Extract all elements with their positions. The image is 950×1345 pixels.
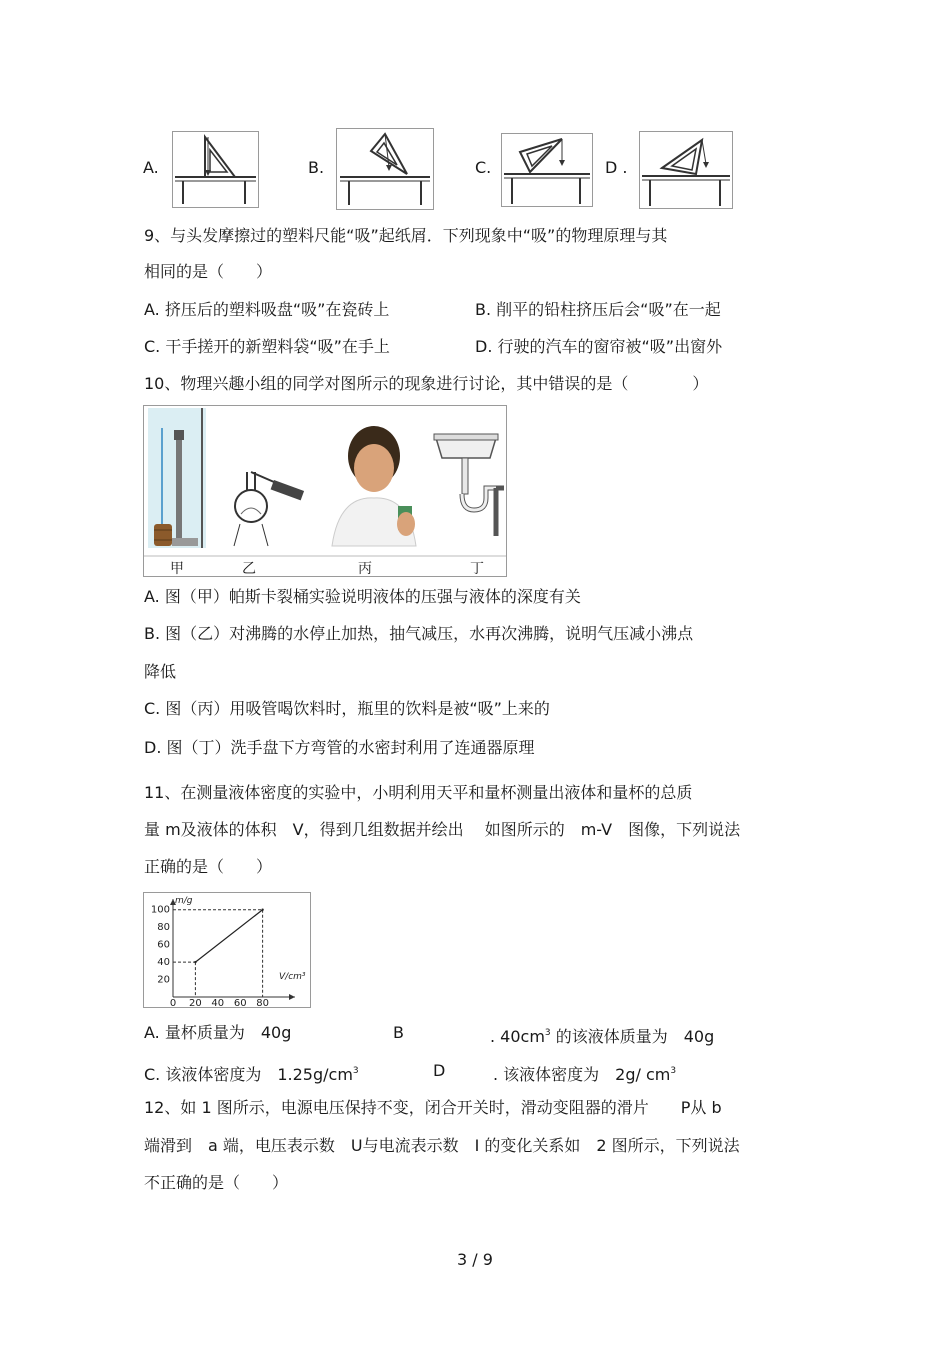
q11-stem-line3: 正确的是（ ）: [144, 857, 273, 876]
q10-caption-jia: 甲: [170, 561, 184, 577]
triangle-ruler-on-table-icon: [502, 134, 592, 206]
y-tick-label: 100: [150, 904, 170, 916]
series-line: [195, 910, 262, 962]
q8-option-a-figure: [172, 131, 259, 208]
mv-chart-svg: [144, 893, 310, 1007]
q11-option-d-sup: 3: [670, 1066, 677, 1076]
q11-option-b: [490, 1023, 714, 1047]
x-tick-label: 0: [169, 998, 177, 1007]
q11-option-c-text: C. 该液体密度为 1.25g/cm: [144, 1065, 353, 1084]
x-tick-label: 80: [256, 998, 269, 1007]
y-tick-label: 40: [157, 957, 170, 969]
q11-option-b-rest: 的该液体质量为 40g: [550, 1027, 715, 1046]
q10-illustrations: [144, 406, 506, 576]
data-point: [261, 909, 263, 911]
q11-stem-line2: 量 m及液体的体积 V，得到几组数据并绘出 如图所示的 m-V 图像，下列说法: [144, 820, 741, 839]
q12-stem-line2: 端滑到 a 端，电压表示数 U与电流表示数 I 的变化关系如 2 图所示，下列说法: [144, 1136, 740, 1155]
q10-stem: 10、物理兴趣小组的同学对图所示的现象进行讨论，其中错误的是（ ）: [144, 374, 709, 393]
q10-option-b-line1: B. 图（乙）对沸腾的水停止加热，抽气减压，水再次沸腾，说明气压减小沸点: [144, 624, 694, 643]
q11-stem-line1: 11、在测量液体密度的实验中，小明利用天平和量杯测量出液体和量杯的总质: [144, 783, 693, 802]
q9-option-b: B. 削平的铅柱挤压后会“吸”在一起: [475, 300, 721, 319]
q11-option-b-prefix: B: [393, 1023, 404, 1042]
triangle-ruler-on-table-icon: [173, 132, 258, 207]
q11-option-c: [144, 1061, 359, 1085]
q10-caption-yi: 乙: [242, 561, 256, 577]
q10-figure-panel: [143, 405, 507, 577]
x-tick-label: 60: [233, 998, 247, 1007]
q9-option-a: A. 挤压后的塑料吸盘“吸”在瓷砖上: [144, 300, 390, 319]
q8-option-d-label: D .: [605, 158, 628, 177]
q10-caption-bing: 丙: [358, 561, 372, 577]
flask-illustration: [234, 472, 304, 546]
q10-caption-ding: 丁: [470, 561, 484, 577]
q11-option-c-sup: 3: [352, 1066, 359, 1076]
q10-option-c: C. 图（丙）用吸管喝饮料时，瓶里的饮料是被“吸”上来的: [144, 699, 550, 718]
q11-option-d: [493, 1061, 676, 1085]
data-point: [194, 961, 196, 963]
q9-option-d: D. 行驶的汽车的窗帘被“吸”出窗外: [475, 337, 723, 356]
y-tick-label: 60: [157, 939, 170, 951]
q8-option-c-label: C.: [475, 158, 492, 177]
y-tick-label: 80: [157, 922, 170, 934]
q8-option-d-figure: [639, 131, 733, 209]
q10-option-d: D. 图（丁）洗手盘下方弯管的水密封利用了连通器原理: [144, 738, 535, 757]
page-number: 3 / 9: [457, 1250, 493, 1269]
q10-option-b-line2: 降低: [144, 662, 177, 681]
pascal-barrel-illustration: [148, 408, 206, 548]
q11-option-d-prefix: D: [433, 1061, 446, 1080]
q8-option-a-label: A.: [143, 158, 159, 177]
q8-option-c-figure: [501, 133, 593, 207]
triangle-ruler-on-table-icon: [337, 129, 433, 209]
x-axis-label: V/cm³: [279, 972, 306, 982]
q8-option-b-label: B.: [308, 158, 325, 177]
q9-stem-line1: 9、与头发摩擦过的塑料尺能“吸”起纸屑．下列现象中“吸”的物理原理与其: [144, 226, 668, 245]
boy-drinking-illustration: [332, 426, 416, 546]
x-axis-arrow: [289, 994, 295, 1000]
q11-option-b-text: . 40cm: [490, 1027, 545, 1046]
q12-stem-line3: 不正确的是（ ）: [144, 1173, 289, 1192]
q9-option-c: C. 干手搓开的新塑料袋“吸”在手上: [144, 337, 390, 356]
q11-option-b-sup: 3: [544, 1028, 551, 1038]
triangle-ruler-on-table-icon: [640, 132, 732, 208]
q11-option-d-text: . 该液体密度为 2g/ cm: [493, 1065, 671, 1084]
x-tick-label: 20: [189, 998, 202, 1007]
q10-option-a: A. 图（甲）帕斯卡裂桶实验说明液体的压强与液体的深度有关: [144, 587, 581, 606]
q9-stem-line2: 相同的是（ ）: [144, 262, 273, 281]
q12-stem-line1: 12、如 1 图所示，电源电压保持不变，闭合开关时，滑动变阻器的滑片 P从 b: [144, 1098, 722, 1117]
q8-option-b-figure: [336, 128, 434, 210]
q11-mv-chart: [143, 892, 311, 1008]
y-axis-label: m/g: [175, 896, 193, 906]
sink-trap-illustration: [434, 434, 504, 536]
y-tick-label: 20: [157, 974, 170, 986]
x-tick-label: 40: [211, 998, 225, 1007]
q11-option-a: A. 量杯质量为 40g: [144, 1023, 292, 1042]
